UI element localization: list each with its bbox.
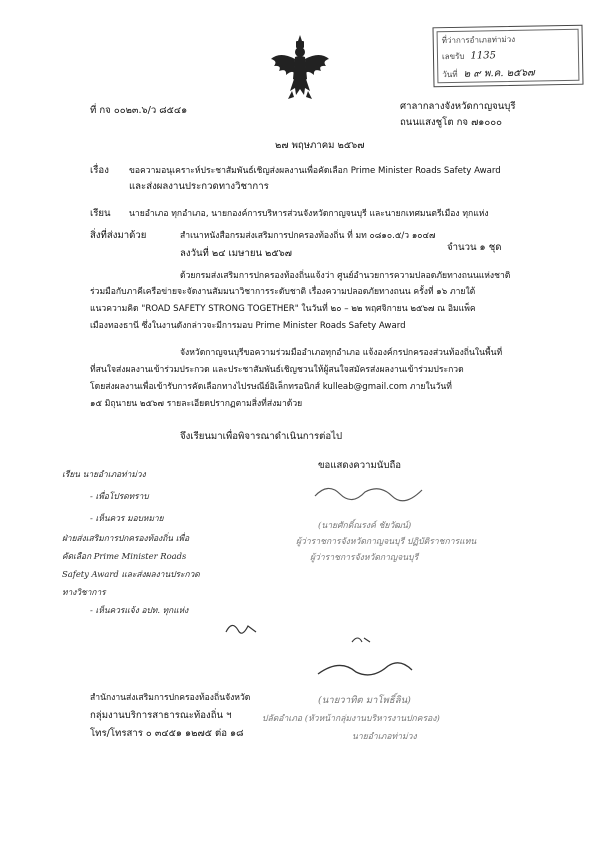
- body-p1-line3: แนวความคิด "ROAD SAFETY STRONG TOGETHER" ในวันที่ ๒๐ – ๒๒ พฤศจิกายน ๒๕๖๗ ณ อิมแพ็ค: [90, 304, 476, 314]
- office-address-line1: ศาลากลางจังหวัดกาญจนบุรี: [400, 101, 516, 112]
- to-recipients: นายอำเภอ ทุกอำเภอ, นายกองค์การบริหารส่วนจังหวัดกาญจนบุรี และนายกเทศมนตรีเมือง ทุกแห่ง: [129, 209, 489, 219]
- stamp-office: ที่ว่าการอำเภอท่าม่วง: [441, 34, 516, 46]
- to-label: เรียน: [90, 208, 111, 219]
- second-signer-position2: นายอำเภอท่าม่วง: [352, 732, 417, 742]
- second-signature: [300, 628, 430, 688]
- handwritten-note-line1: เรียน นายอำเภอท่าม่วง: [62, 469, 146, 479]
- body-p1-line2: ร่วมมือกับภาคีเครือข่ายจะจัดงานสัมมนาวิชาการระดับชาติ เรื่องความปลอดภัยทางถนน ครั้งที่ ๑๖ ภายใต้: [90, 287, 476, 297]
- stamp-number-label: เลขรับ: [441, 51, 465, 62]
- governor-signature: [310, 478, 430, 506]
- received-stamp: [432, 25, 583, 88]
- footer-department: สำนักงานส่งเสริมการปกครองท้องถิ่นจังหวัด: [90, 693, 251, 703]
- document-date: ๒๗ พฤษภาคม ๒๕๖๗: [275, 140, 365, 151]
- stamp-date-value: ๒ ๙ พ.ค. ๒๕๖๗: [463, 67, 535, 80]
- signer-position-line2: ผู้ว่าราชการจังหวัดกาญจนบุรี: [310, 553, 419, 563]
- garuda-emblem: [268, 33, 332, 101]
- handwritten-note-line2: - เพื่อโปรดทราบ: [90, 491, 149, 501]
- stamp-number-value: 1135: [470, 50, 497, 62]
- handwritten-initials: [222, 618, 262, 640]
- signer-position-line1: ผู้ว่าราชการจังหวัดกาญจนบุรี ปฏิบัติราชการแทน: [296, 537, 477, 547]
- office-address-line2: ถนนแสงชูโต กจ ๗๑๐๐๐: [400, 117, 502, 128]
- stamp-number-row: [442, 49, 496, 63]
- subject-label: เรื่อง: [90, 165, 109, 176]
- signer-name: (นายศักดิ์ณรงค์ ชัยวัฒน์): [318, 521, 412, 531]
- closing-regards: ขอแสดงความนับถือ: [318, 460, 402, 471]
- enclosure-quantity: จำนวน ๑ ชุด: [447, 242, 502, 253]
- body-p1-line4: เมืองทองธานี ซึ่งในงานดังกล่าวจะมีการมอบ Prime Minister Roads Safety Award: [90, 321, 406, 331]
- stamp-date-label: วันที่: [442, 69, 458, 80]
- enclosure-label: สิ่งที่ส่งมาด้วย: [90, 230, 147, 241]
- stamp-date-row: [442, 66, 535, 83]
- handwritten-note-line6: Safety Award และส่งผลงานประกวด: [62, 569, 200, 579]
- body-closing-request: จึงเรียนมาเพื่อพิจารณาดำเนินการต่อไป: [180, 431, 343, 442]
- body-p1-line1: ด้วยกรมส่งเสริมการปกครองท้องถิ่นแจ้งว่า ศูนย์อำนวยการความปลอดภัยทางถนนแห่งชาติ: [180, 271, 511, 281]
- handwritten-note-line8: - เห็นควรแจ้ง อปท. ทุกแห่ง: [90, 605, 189, 615]
- enclosure-line1: สำเนาหนังสือกรมส่งเสริมการปกครองท้องถิ่น ที่ มท ๐๘๑๐.๕/ว ๑๐๔๗: [180, 231, 436, 241]
- body-p2-line3: โดยส่งผลงานเพื่อเข้ารับการคัดเลือกทางไปรษณีย์อิเล็กทรอนิกส์ kulleab@gmail.com ภายในวันที่: [90, 382, 452, 392]
- subject-line2: และส่งผลงานประกวดทางวิชาการ: [129, 181, 269, 192]
- enclosure-line2: ลงวันที่ ๒๔ เมษายน ๒๕๖๗: [180, 248, 292, 259]
- footer-phone: โทร/โทรสาร ๐ ๓๔๕๑ ๑๒๗๕ ต่อ ๑๘: [90, 728, 244, 739]
- footer-group: กลุ่มงานบริการสาธารณะท้องถิ่น ฯ: [90, 710, 232, 721]
- body-p2-line4: ๑๕ มิถุนายน ๒๕๖๗ รายละเอียดปรากฏตามสิ่งที่ส่งมาด้วย: [90, 399, 303, 409]
- subject-line1: ขอความอนุเคราะห์ประชาสัมพันธ์เชิญส่งผลงานเพื่อคัดเลือก Prime Minister Roads Safety Award: [129, 166, 501, 176]
- body-p2-line1: จังหวัดกาญจนบุรีขอความร่วมมืออำเภอทุกอำเภอ แจ้งองค์กรปกครองส่วนท้องถิ่นในพื้นที่: [180, 348, 503, 358]
- handwritten-note-line3: - เห็นควร มอบหมาย: [90, 513, 164, 523]
- handwritten-note-line7: ทางวิชาการ: [62, 587, 106, 597]
- body-p2-line2: ที่สนใจส่งผลงานเข้าร่วมประกวด และประชาสัมพันธ์เชิญชวนให้ผู้สนใจสมัครส่งผลงานเข้าร่วมประกวด: [90, 365, 464, 375]
- document-number: ที่ กจ ๐๐๒๓.๖/ว ๘๕๔๑: [90, 105, 188, 116]
- handwritten-note-line4: ฝ่ายส่งเสริมการปกครองท้องถิ่น เพื่อ: [62, 533, 190, 543]
- second-signer-name: (นายวาทิต มาโพธิ์ลิน): [318, 695, 411, 706]
- handwritten-note-line5: คัดเลือก Prime Minister Roads: [62, 551, 187, 561]
- second-signer-position1: ปลัดอำเภอ (หัวหน้ากลุ่มงานบริหารงานปกครอง): [262, 714, 440, 724]
